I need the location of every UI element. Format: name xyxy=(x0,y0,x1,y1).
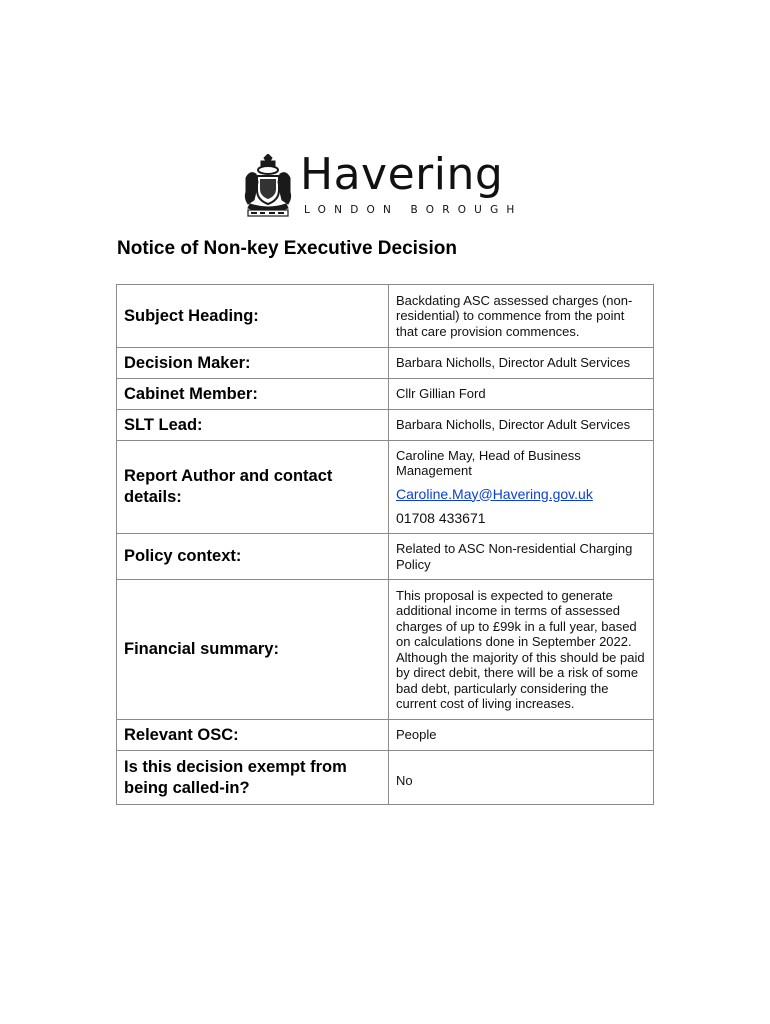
row-value: Barbara Nicholls, Director Adult Services xyxy=(389,410,654,441)
author-name: Caroline May, Head of Business Management xyxy=(396,447,581,478)
row-label: Financial summary: xyxy=(117,580,389,720)
logo-wordmark: Havering xyxy=(300,149,504,200)
havering-logo xyxy=(242,149,532,220)
document-title: Notice of Non-key Executive Decision xyxy=(117,238,457,259)
row-value-contact xyxy=(389,441,654,534)
row-label: Relevant OSC: xyxy=(117,720,389,751)
table-row xyxy=(117,751,654,805)
row-value: This proposal is expected to generate additional income in terms of assessed charges of up to £99k in a full year, based on calculations done in September 2022. Although the majority of this should be paid by direct debit, there will be a risk of some bad debt, particularly considering the current cost of living increases. xyxy=(389,580,654,720)
author-phone: 01708 433671 xyxy=(396,509,486,526)
exempt-answer: No xyxy=(396,773,413,789)
table-row xyxy=(117,720,654,751)
table-row xyxy=(117,534,654,580)
table-row xyxy=(117,410,654,441)
row-label: Is this decision exempt from being called-in? xyxy=(117,751,389,805)
decision-table xyxy=(116,284,654,805)
table-row xyxy=(117,285,654,348)
row-label: Report Author and contact details: xyxy=(117,441,389,534)
table-row xyxy=(117,580,654,720)
row-value: Barbara Nicholls, Director Adult Services xyxy=(389,348,654,379)
row-label: SLT Lead: xyxy=(117,410,389,441)
author-email-link[interactable]: Caroline.May@Havering.gov.uk xyxy=(396,485,593,502)
table-row xyxy=(117,379,654,410)
row-label: Cabinet Member: xyxy=(117,379,389,410)
table-row xyxy=(117,441,654,534)
row-label: Policy context: xyxy=(117,534,389,580)
table-row xyxy=(117,348,654,379)
row-value xyxy=(389,751,654,805)
logo-subtitle: LONDON BOROUGH xyxy=(304,204,523,216)
row-value: Related to ASC Non-residential Charging Policy xyxy=(389,534,654,580)
row-value: Backdating ASC assessed charges (non-residential) to commence from the point that care provision commences. xyxy=(389,285,654,348)
row-value: Cllr Gillian Ford xyxy=(389,379,654,410)
coat-of-arms-icon xyxy=(242,154,294,218)
row-label: Subject Heading: xyxy=(117,285,389,348)
row-label: Decision Maker: xyxy=(117,348,389,379)
row-value: People xyxy=(389,720,654,751)
